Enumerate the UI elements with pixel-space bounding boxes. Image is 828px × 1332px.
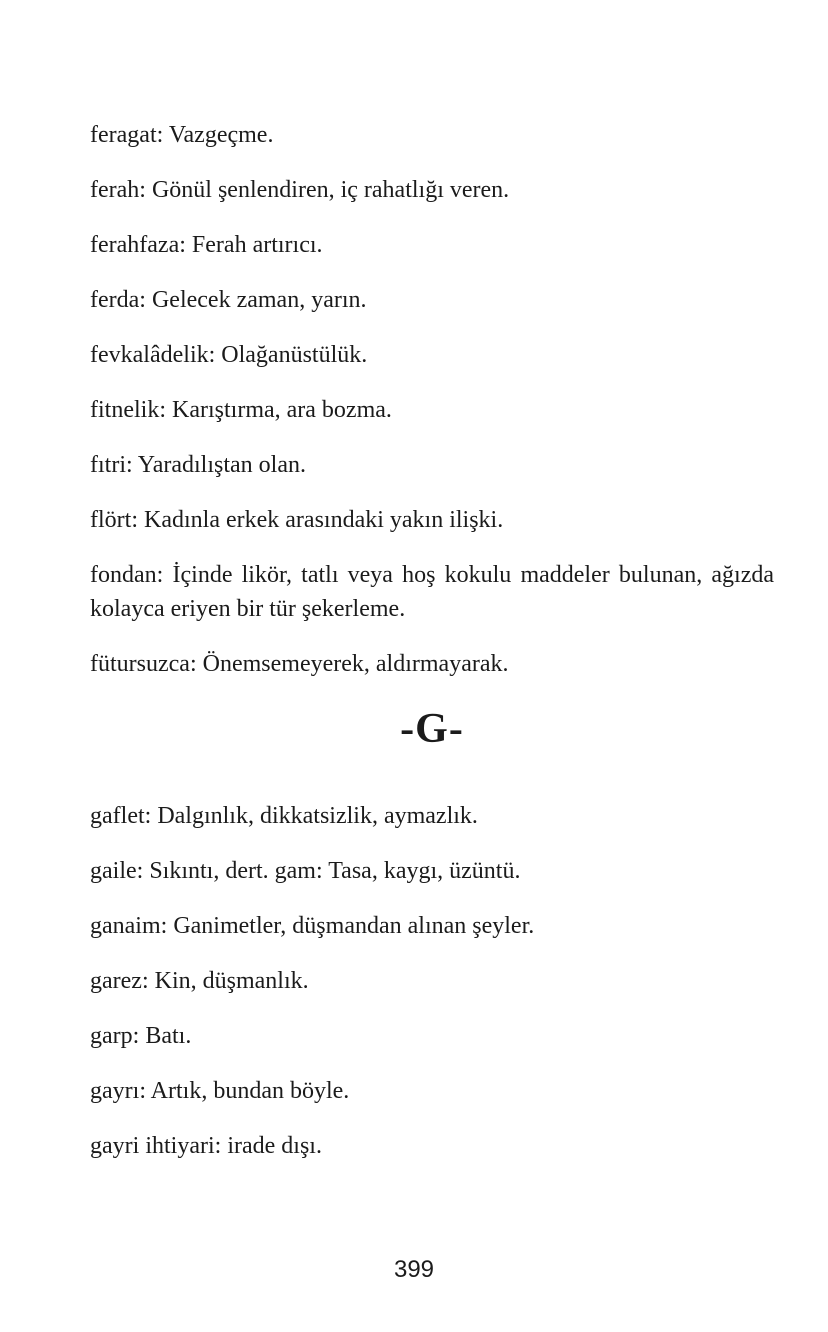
entry-separator: :: [139, 287, 152, 313]
entry-definition: Vazgeçme.: [168, 122, 274, 148]
dictionary-entry: [90, 964, 774, 998]
entry-term: fevkalâdelik: [90, 342, 209, 368]
entry-term: fondan: [90, 562, 157, 588]
dictionary-entry: [90, 338, 774, 372]
dictionary-entry: [90, 173, 774, 207]
dictionary-entry: [90, 558, 774, 626]
entry-separator: :: [131, 507, 144, 533]
entry-separator: :: [144, 803, 158, 829]
entry-separator: :: [132, 1023, 146, 1049]
entry-definition: Kin, düşmanlık.: [154, 968, 309, 994]
entry-separator: :: [139, 177, 152, 203]
entry-term: garp: [90, 1023, 133, 1049]
dictionary-entry: [90, 799, 774, 833]
entry-definition: Artık, bundan böyle.: [150, 1078, 350, 1104]
dictionary-entry: [90, 393, 774, 427]
entries-section-g: [90, 799, 774, 1163]
entry-definition: Gelecek zaman, yarın.: [151, 287, 367, 313]
entry-definition: Gönül şenlendiren, iç rahatlığı veren.: [151, 177, 510, 203]
entry-separator: :: [159, 397, 172, 423]
entry-definition: Batı.: [145, 1023, 192, 1049]
dictionary-entry: [90, 118, 774, 152]
entry-definition: Karıştırma, ara bozma.: [172, 397, 392, 423]
entry-term: gaile: [90, 858, 137, 884]
entry-definition: Ganimetler, düşmandan alınan şeyler.: [173, 913, 535, 939]
dictionary-entry: [90, 854, 774, 888]
entry-definition: irade dışı.: [227, 1133, 322, 1159]
entry-term: fütursuzca: [90, 651, 190, 677]
entry-definition: Olağanüstülük.: [221, 342, 368, 368]
section-header-g: -G-: [400, 706, 464, 752]
entry-separator: :: [139, 1078, 151, 1104]
entry-term: gayri ihtiyari: [90, 1133, 215, 1159]
entry-term: ferahfaza: [90, 232, 180, 258]
entry-separator: :: [126, 452, 138, 478]
dictionary-entry: [90, 909, 774, 943]
dictionary-content: [90, 118, 774, 1184]
dictionary-entry: [90, 503, 774, 537]
entry-separator: :: [208, 342, 222, 368]
entry-term: gaflet: [90, 803, 145, 829]
dictionary-entry: [90, 448, 774, 482]
entry-term: flört: [90, 507, 132, 533]
entry-separator: :: [179, 232, 192, 258]
entry-separator: :: [160, 913, 174, 939]
entry-definition: Ferah artırıcı.: [191, 232, 323, 258]
entry-term: fıtri: [90, 452, 126, 478]
entry-separator: :: [156, 562, 173, 588]
entry-term: garez: [90, 968, 142, 994]
entry-term: ganaim: [90, 913, 161, 939]
dictionary-entry: [90, 228, 774, 262]
dictionary-entry: [90, 1129, 774, 1163]
dictionary-entry: [90, 647, 774, 681]
entry-definition: Önemsemeyerek, aldırmayarak.: [202, 651, 509, 677]
entry-term: gayrı: [90, 1078, 140, 1104]
entry-separator: :: [214, 1133, 228, 1159]
entry-term: ferda: [90, 287, 140, 313]
entry-term: ferah: [90, 177, 140, 203]
entry-separator: :: [156, 122, 169, 148]
entry-definition: Sıkıntı, dert. gam: Tasa, kaygı, üzüntü.: [149, 858, 521, 884]
entry-separator: :: [141, 968, 155, 994]
entry-separator: :: [189, 651, 203, 677]
entry-separator: :: [136, 858, 150, 884]
entry-definition: İçinde likör, tatlı veya hoş kokulu maddeler bulunan, ağızda kolayca eriyen bir tür şekerleme.: [90, 562, 775, 622]
entry-definition: Dalgınlık, dikkatsizlik, aymazlık.: [157, 803, 478, 829]
entry-term: feragat: [90, 122, 157, 148]
entries-section-f: [90, 118, 774, 681]
entry-definition: Kadınla erkek arasındaki yakın ilişki.: [144, 507, 504, 533]
page-number: 399: [393, 1256, 435, 1283]
dictionary-entry: [90, 283, 774, 317]
entry-definition: Yaradılıştan olan.: [137, 452, 306, 478]
entry-term: fitnelik: [90, 397, 160, 423]
dictionary-entry: [90, 1019, 774, 1053]
dictionary-entry: [90, 1074, 774, 1108]
